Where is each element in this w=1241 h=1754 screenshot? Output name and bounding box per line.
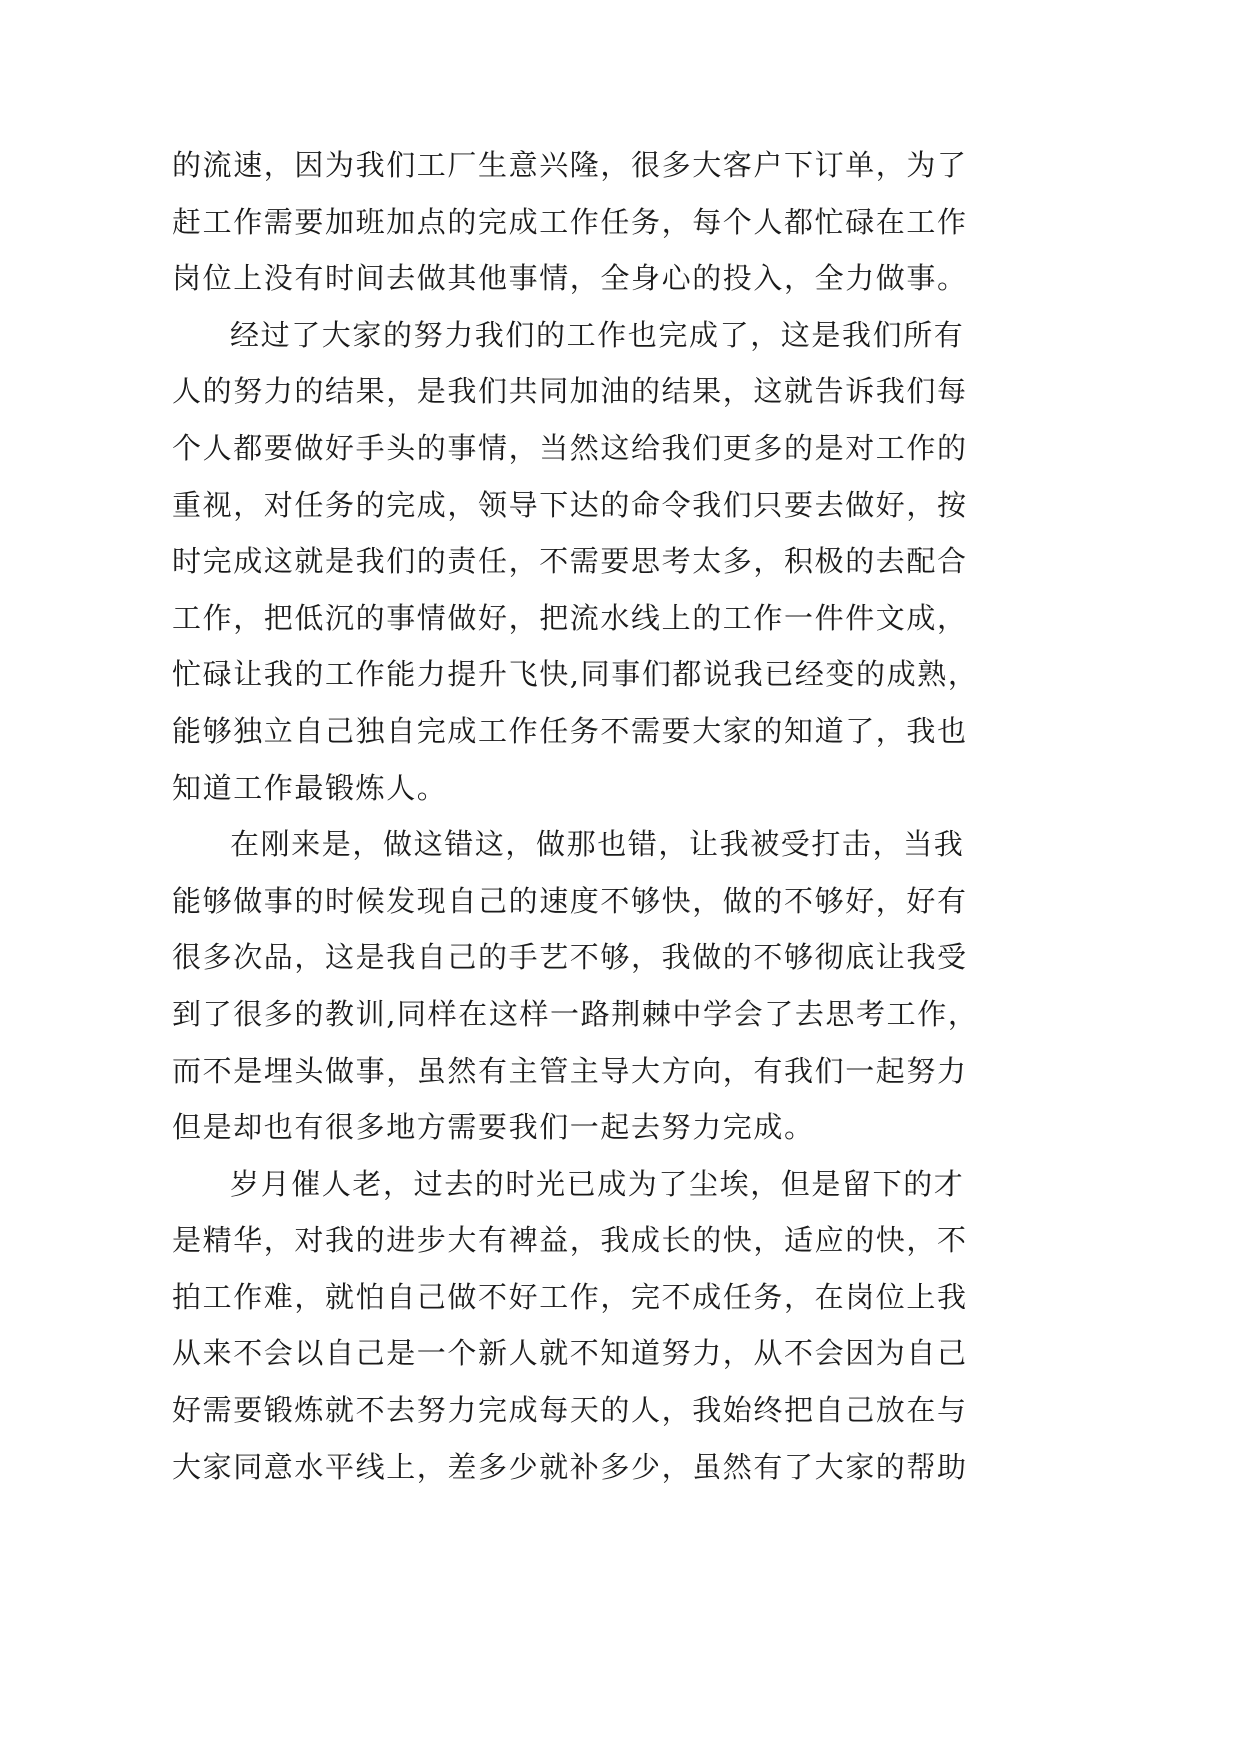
text-line: 个人都要做好手头的事情，当然这给我们更多的是对工作的 [172, 430, 968, 465]
text-line: 是精华，对我的进步大有裨益，我成长的快，适应的快，不 [172, 1223, 968, 1258]
text-line: 从来不会以自己是一个新人就不知道努力，从不会因为自己 [172, 1336, 968, 1371]
text-line: 但是却也有很多地方需要我们一起去努力完成。 [172, 1110, 815, 1145]
paragraph-first-line: 在刚来是，做这错这，做那也错，让我被受打击，当我 [230, 827, 965, 862]
text-line: 很多次品，这是我自己的手艺不够，我做的不够彻底让我受 [172, 940, 968, 975]
text-line: 人的努力的结果，是我们共同加油的结果，这就告诉我们每 [172, 374, 968, 409]
text-line: 好需要锻炼就不去努力完成每天的人，我始终把自己放在与 [172, 1393, 968, 1428]
text-line: 知道工作最锻炼人。 [172, 770, 448, 805]
text-line: 岗位上没有时间去做其他事情，全身心的投入，全力做事。 [172, 261, 968, 296]
text-line: 而不是埋头做事，虽然有主管主导大方向，有我们一起努力 [172, 1053, 968, 1088]
paragraph-first-line: 岁月催人老，过去的时光已成为了尘埃，但是留下的才 [230, 1166, 965, 1201]
document-body [172, 137, 979, 1495]
text-line: 时完成这就是我们的责任，不需要思考太多，积极的去配合 [172, 544, 968, 579]
text-line: 拍工作难，就怕自己做不好工作，完不成任务，在岗位上我 [172, 1279, 968, 1314]
paragraph-first-line: 经过了大家的努力我们的工作也完成了，这是我们所有 [230, 317, 965, 352]
text-line: 能够做事的时候发现自己的速度不够快，做的不够好，好有 [172, 883, 968, 918]
text-line: 大家同意水平线上，差多少就补多少，虽然有了大家的帮助 [172, 1449, 968, 1484]
text-line: 赶工作需要加班加点的完成工作任务，每个人都忙碌在工作 [172, 204, 968, 239]
text-line: 到了很多的教训,同样在这样一路荆棘中学会了去思考工作， [172, 996, 979, 1031]
text-line: 能够独立自己独自完成工作任务不需要大家的知道了，我也 [172, 713, 968, 748]
text-line: 工作，把低沉的事情做好，把流水线上的工作一件件文成， [172, 600, 968, 635]
text-line: 的流速，因为我们工厂生意兴隆，很多大客户下订单，为了 [172, 148, 968, 182]
text-line: 重视，对任务的完成，领导下达的命令我们只要去做好，按 [172, 487, 968, 522]
text-line: 忙碌让我的工作能力提升飞快,同事们都说我已经变的成熟， [172, 657, 979, 692]
